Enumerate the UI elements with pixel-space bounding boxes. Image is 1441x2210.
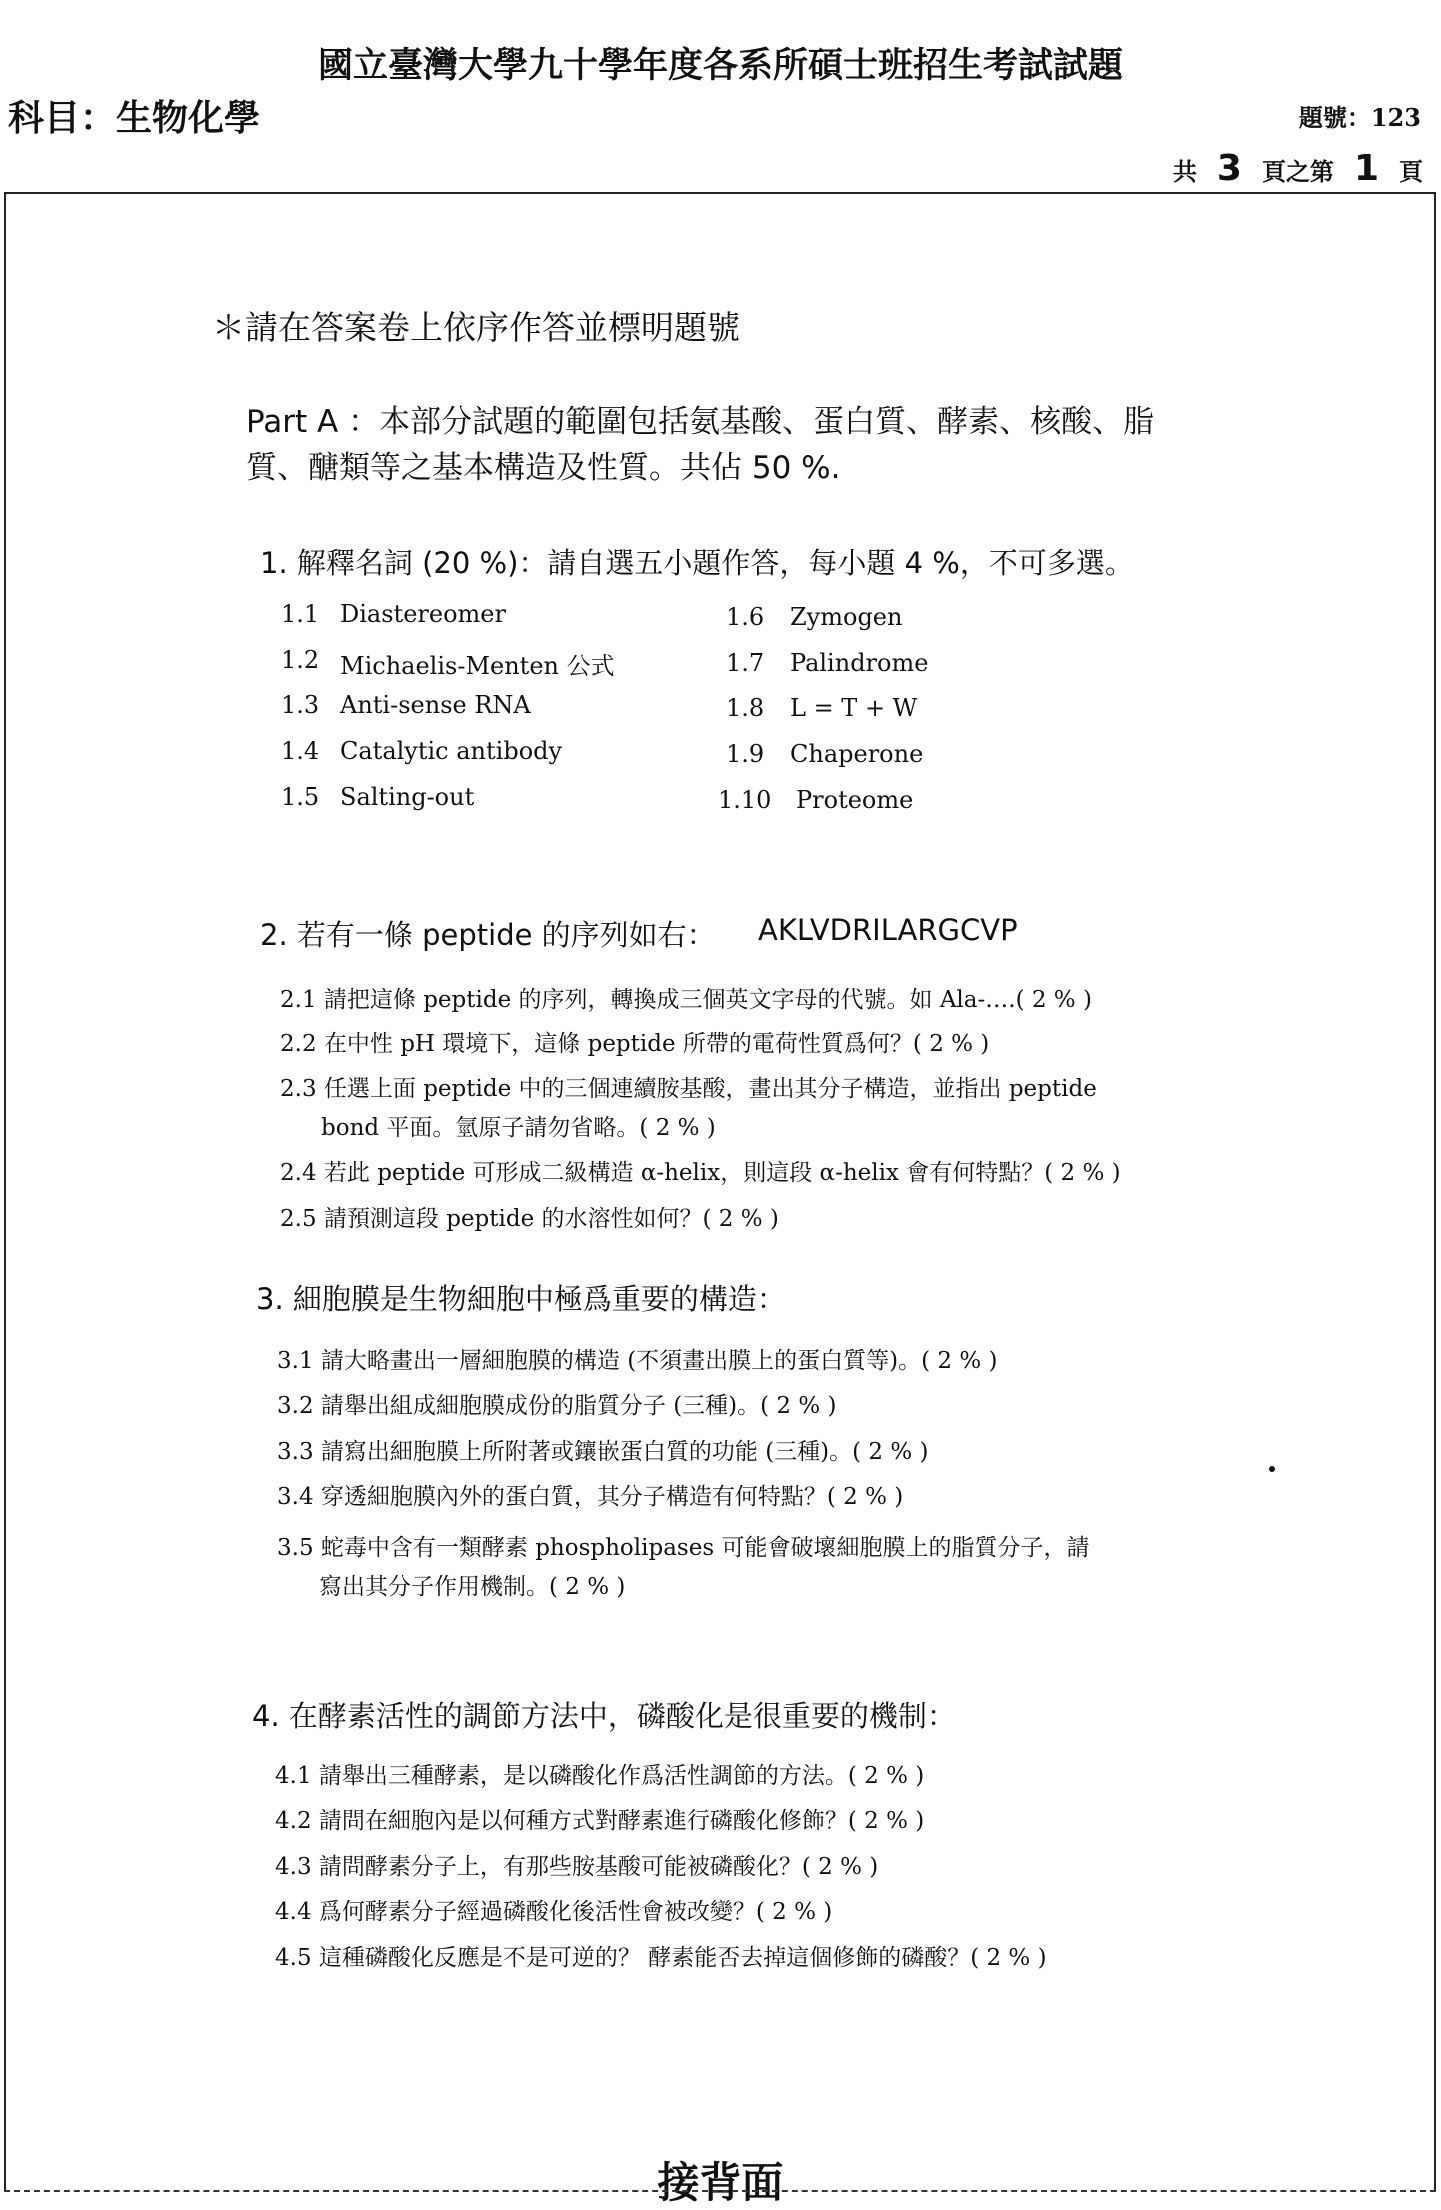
term-text: Anti-sense RNA — [340, 691, 531, 719]
q2-heading: 2. 若有一條 peptide 的序列如右： — [260, 918, 716, 952]
q2-item-cont: bond 平面。氫原子請勿省略。( 2 % ) — [321, 1115, 716, 1141]
question-code: 題號：123 — [1298, 103, 1421, 132]
q2-item: 2.4 若此 peptide 可形成二級構造 α-helix，則這段 α-helix 會有何特點？( 2 % ) — [280, 1160, 1121, 1186]
continue-on-back: 接背面 — [657, 2158, 784, 2207]
pages-total: 3 — [1216, 148, 1242, 189]
instruction: ＊請在答案卷上依序作答並標明題號 — [212, 308, 740, 347]
pages-mid: 頁之第 — [1261, 157, 1334, 186]
term-num: 1.1 — [281, 600, 320, 628]
part-a-line2: 質、醣類等之基本構造及性質。共佔 50 %. — [246, 450, 841, 486]
term-num: 1.10 — [718, 786, 772, 814]
term-text: Chaperone — [790, 740, 924, 768]
page-frame — [4, 192, 1436, 2190]
term-text: Diastereomer — [340, 600, 506, 628]
page-count — [1173, 148, 1423, 189]
term-num: 1.8 — [726, 694, 765, 722]
pages-current: 1 — [1353, 148, 1379, 189]
q3-item: 3.5 蛇毒中含有一類酵素 phospholipases 可能會破壞細胞膜上的脂質分子，請 — [277, 1535, 1090, 1561]
term-num: 1.5 — [281, 783, 320, 811]
term-text: Palindrome — [790, 649, 929, 677]
bottom-rule — [4, 2190, 1436, 2192]
q4-item: 4.5 這種磷酸化反應是不是可逆的？ 酵素能否去掉這個修飾的磷酸？( 2 % ) — [275, 1945, 1047, 1971]
q4-item: 4.3 請問酵素分子上，有那些胺基酸可能被磷酸化？( 2 % ) — [275, 1854, 879, 1880]
pages-prefix: 共 — [1172, 157, 1197, 186]
term-text: Zymogen — [790, 603, 903, 631]
q2-item: 2.2 在中性 pH 環境下，這條 peptide 所帶的電荷性質爲何？( 2 % ) — [280, 1031, 990, 1057]
exam-title: 國立臺灣大學九十學年度各系所碩士班招生考試試題 — [317, 45, 1123, 86]
q4-item: 4.2 請問在細胞內是以何種方式對酵素進行磷酸化修飾？( 2 % ) — [275, 1808, 925, 1834]
term-num: 1.9 — [726, 740, 765, 768]
peptide-sequence: AKLVDRILARGCVP — [758, 913, 1018, 947]
term-num: 1.3 — [281, 691, 320, 719]
q3-item: 3.1 請大略畫出一層細胞膜的構造 (不須畫出膜上的蛋白質等)。( 2 % ) — [277, 1348, 998, 1374]
q3-item: 3.2 請舉出組成細胞膜成份的脂質分子 (三種)。( 2 % ) — [277, 1393, 837, 1419]
q2-item: 2.3 任選上面 peptide 中的三個連續胺基酸，畫出其分子構造，並指出 peptide — [280, 1076, 1097, 1102]
term-num: 1.7 — [726, 649, 765, 677]
term-text: Proteome — [796, 786, 914, 814]
term-num: 1.2 — [281, 646, 320, 674]
term-text: Catalytic antibody — [340, 737, 563, 765]
term-text: L = T + W — [790, 694, 918, 722]
q3-item: 3.4 穿透細胞膜內外的蛋白質，其分子構造有何特點？( 2 % ) — [277, 1484, 904, 1510]
q2-item: 2.1 請把這條 peptide 的序列，轉換成三個英文字母的代號。如 Ala-….( 2 % ) — [280, 987, 1092, 1013]
q3-item: 3.3 請寫出細胞膜上所附著或鑲嵌蛋白質的功能 (三種)。( 2 % ) — [277, 1439, 929, 1465]
q4-item: 4.1 請舉出三種酵素，是以磷酸化作爲活性調節的方法。( 2 % ) — [275, 1763, 925, 1789]
subject-label: 科目：生物化學 — [8, 98, 261, 139]
term-text: Salting-out — [340, 783, 475, 811]
term-num: 1.6 — [726, 603, 765, 631]
q3-item-cont: 寫出其分子作用機制。( 2 % ) — [319, 1574, 626, 1600]
pages-suffix: 頁 — [1399, 157, 1423, 186]
q3-heading: 3. 細胞膜是生物細胞中極爲重要的構造： — [256, 1282, 786, 1316]
q2-item: 2.5 請預測這段 peptide 的水溶性如何？( 2 % ) — [280, 1206, 779, 1232]
q4-heading: 4. 在酵素活性的調節方法中，磷酸化是很重要的機制： — [252, 1699, 956, 1733]
term-text: Michaelis-Menten 公式 — [340, 652, 615, 680]
term-num: 1.4 — [281, 737, 320, 765]
part-a-line1: Part A ：本部分試題的範圍包括氨基酸、蛋白質、酵素、核酸、脂 — [246, 404, 1155, 440]
q1-heading: 1. 解釋名詞 (20 %)：請自選五小題作答，每小題 4 %，不可多選。 — [260, 546, 1134, 580]
stray-dot — [1269, 1466, 1275, 1472]
q4-item: 4.4 爲何酵素分子經過磷酸化後活性會被改變？( 2 % ) — [275, 1899, 833, 1925]
